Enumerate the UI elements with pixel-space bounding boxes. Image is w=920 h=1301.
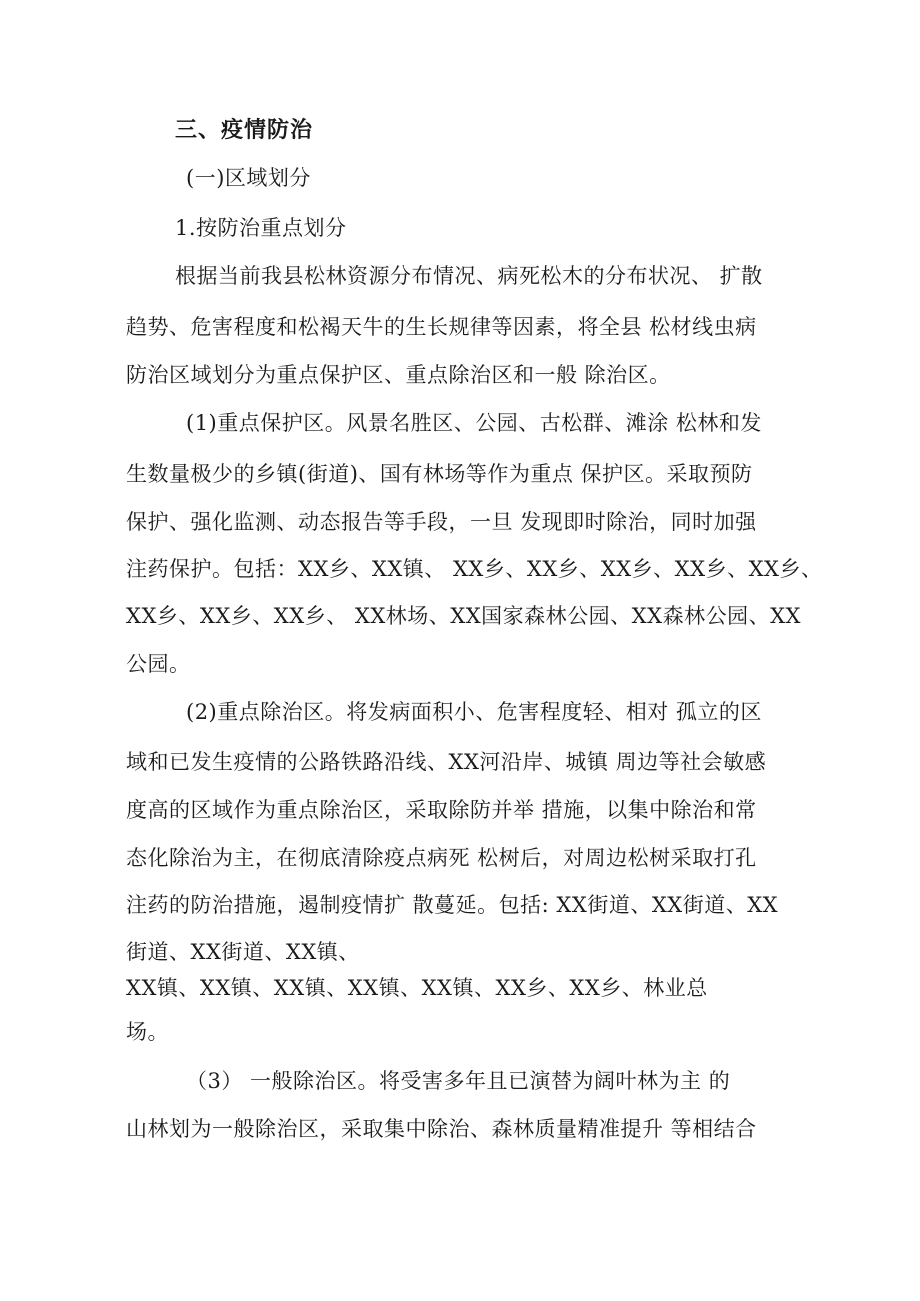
item-title: 1.按防治重点划分 xyxy=(175,216,347,240)
intro-line-2: 趋势、危害程度和松褐天牛的生长规律等因素，将全县 松材线虫病 xyxy=(126,315,757,339)
section-heading: 三、疫情防治 xyxy=(175,118,314,143)
zone2-line-1: (2)重点除治区。将发病面积小、危害程度轻、相对 孤立的区 xyxy=(186,700,762,724)
zone2-line-6: 街道、XX街道、XX镇、 xyxy=(126,940,360,964)
zone2-line-8: 场。 xyxy=(126,1020,169,1044)
zone2-line-4: 态化除治为主，在彻底清除疫点病死 松树后，对周边松树采取打孔 xyxy=(126,846,757,870)
zone3-line-2: 山林划为一般除治区，采取集中除治、森林质量精准提升 等相结合 xyxy=(126,1117,757,1141)
zone2-line-2: 域和已发生疫情的公路铁路沿线、XX河沿岸、城镇 周边等社会敏感 xyxy=(126,750,767,774)
zone3-line-1: （3） 一般除治区。将受害多年且已演替为阔叶林为主 的 xyxy=(186,1069,731,1093)
zone2-line-5: 注药的防治措施，遏制疫情扩 散蔓延。包括: XX街道、XX街道、XX xyxy=(126,893,779,917)
zone1-line-5: XX乡、XX乡、XX乡、 XX林场、XX国家森林公园、XX森林公园、XX xyxy=(126,604,801,628)
zone2-line-3: 度高的区域作为重点除治区，采取除防并举 措施，以集中除治和常 xyxy=(126,798,757,822)
zone1-line-4: 注药保护。包括：XX乡、XX镇、 XX乡、XX乡、XX乡、XX乡、XX乡、 xyxy=(126,557,823,581)
zone1-line-3: 保护、强化监测、动态报告等手段，一旦 发现即时除治，同时加强 xyxy=(126,510,757,534)
zone2-line-7: XX镇、XX镇、XX镇、XX镇、XX镇、XX乡、XX乡、林业总 xyxy=(126,976,708,1000)
zone1-line-6: 公园。 xyxy=(126,652,191,676)
intro-line-3: 防治区域划分为重点保护区、重点除治区和一般 除治区。 xyxy=(126,363,671,387)
zone1-line-2: 生数量极少的乡镇(街道)、国有林场等作为重点 保护区。采取预防 xyxy=(126,462,753,486)
intro-line-1: 根据当前我县松林资源分布情况、病死松木的分布状况、 扩散 xyxy=(175,264,763,288)
subsection-heading: (一)区域划分 xyxy=(186,166,311,190)
zone1-line-1: (1)重点保护区。风景名胜区、公园、古松群、滩涂 松林和发 xyxy=(186,411,762,435)
